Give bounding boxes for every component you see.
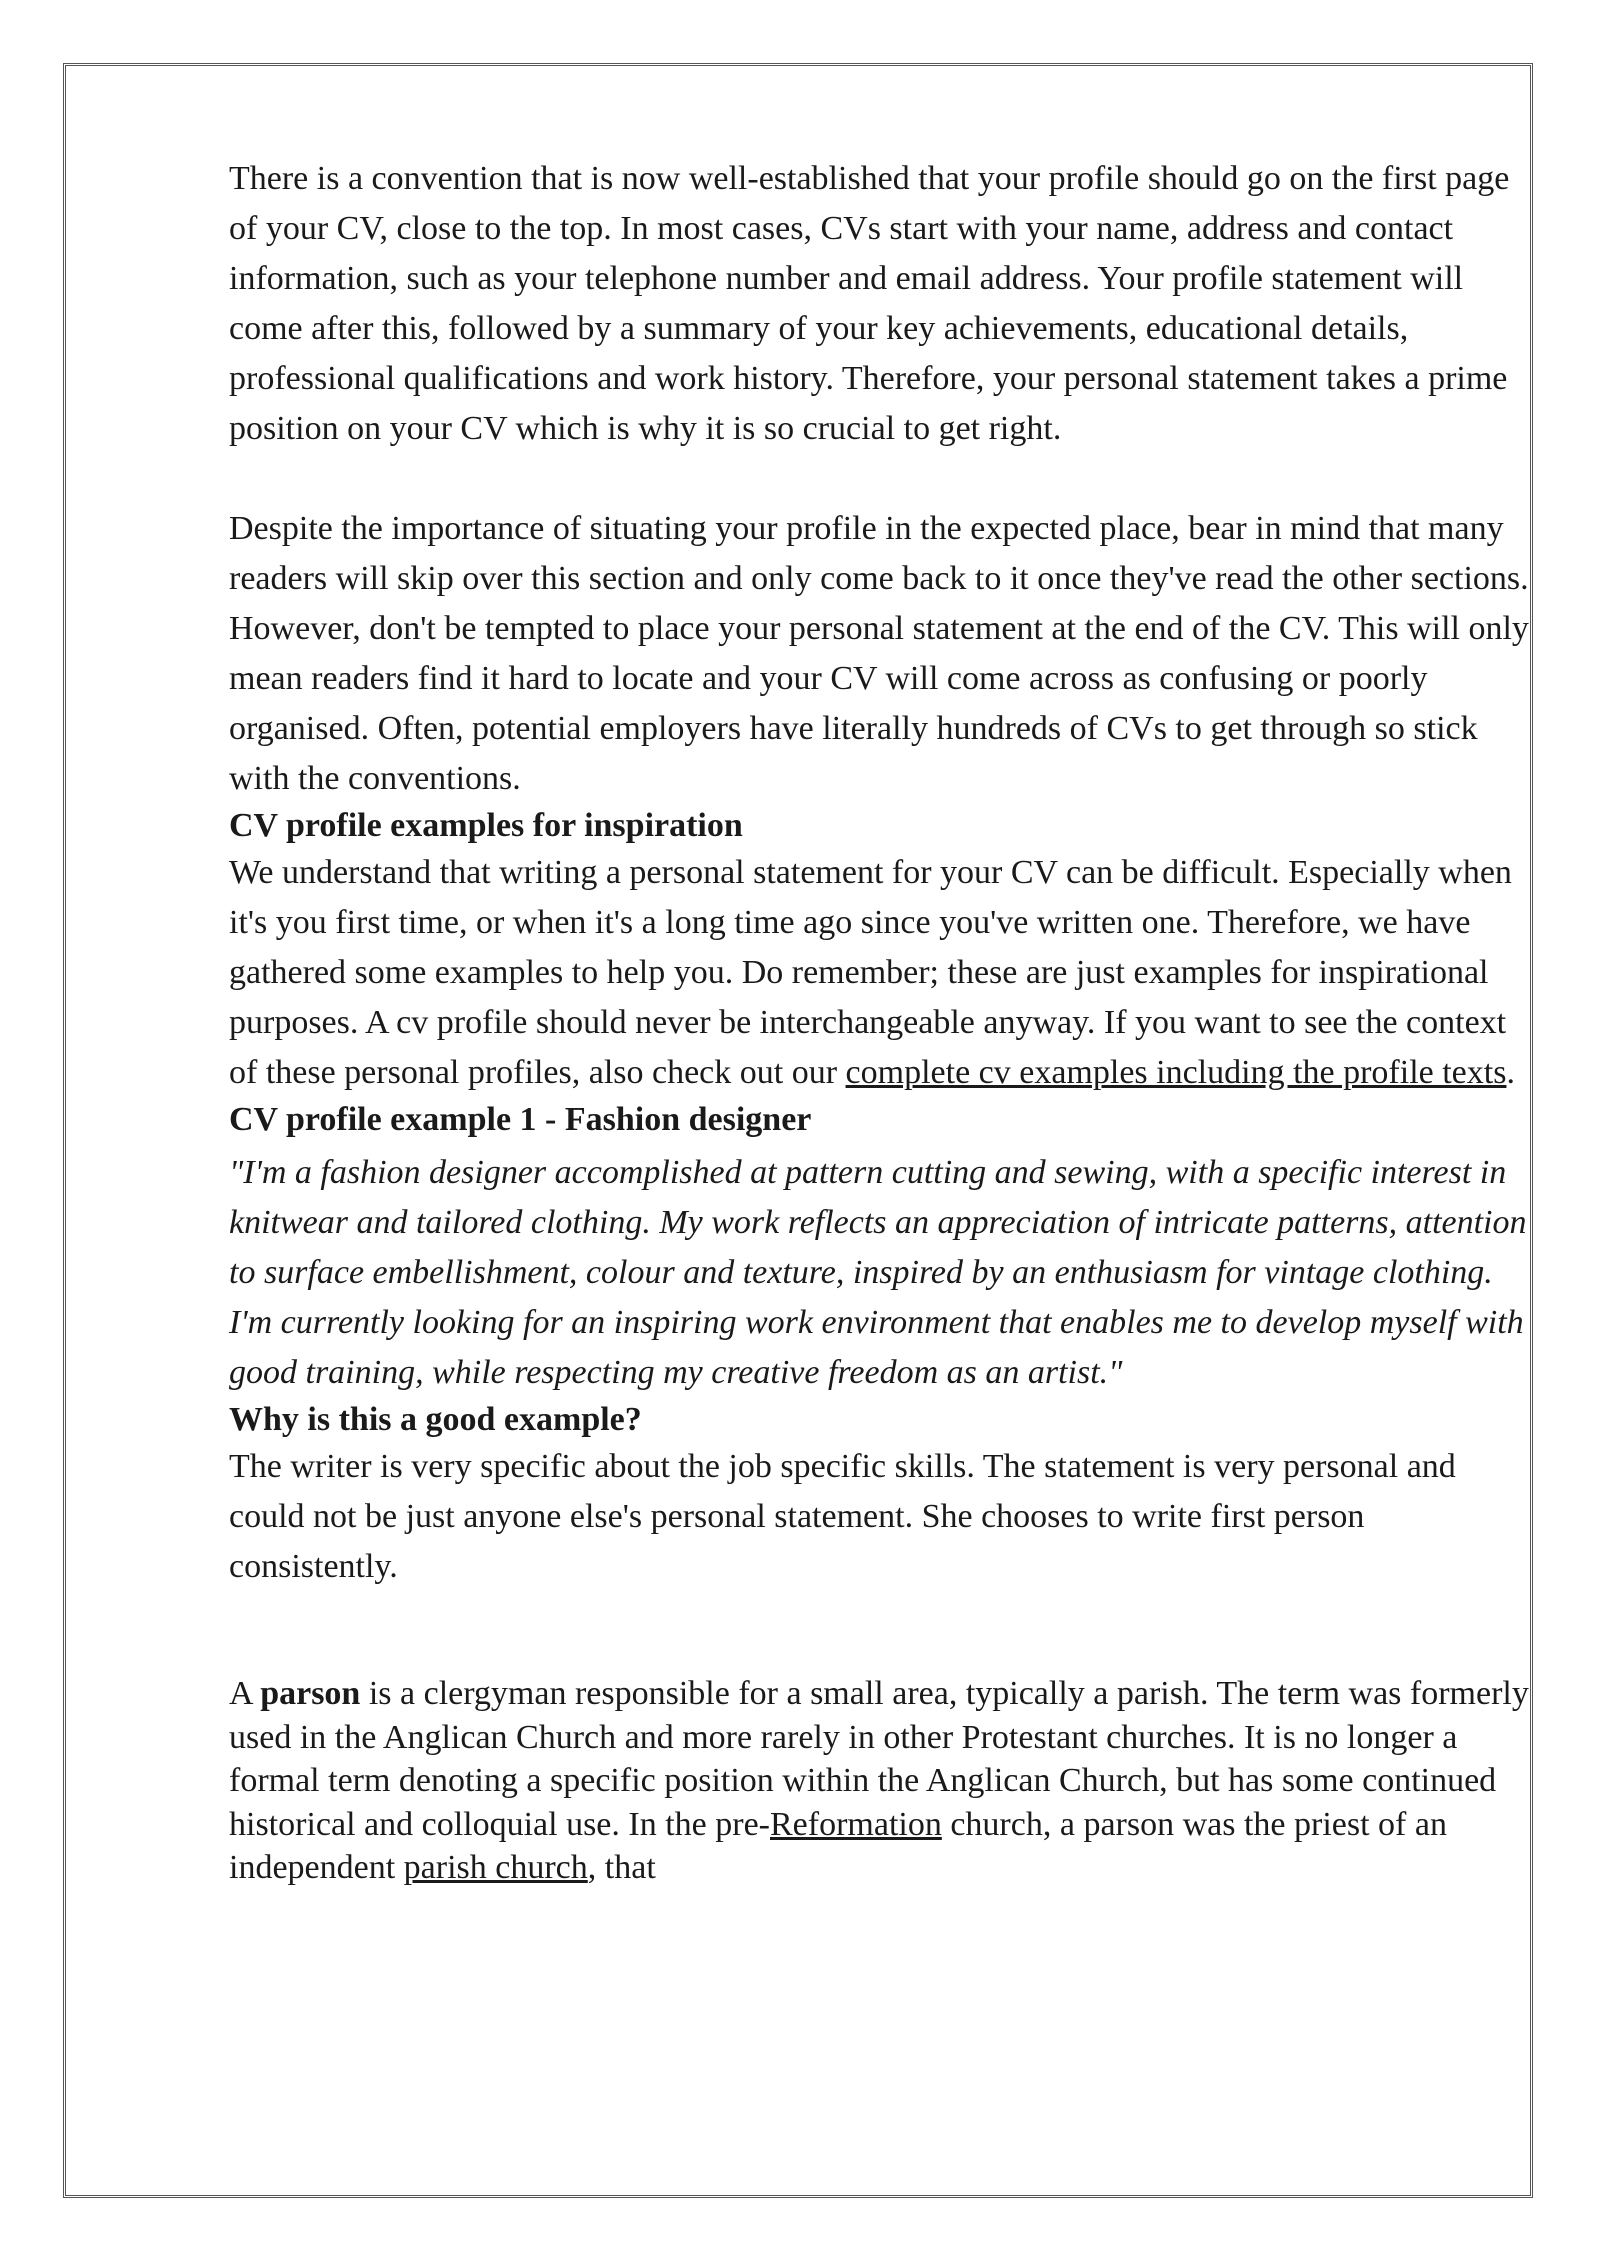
examples-heading: CV profile examples for inspiration [229,807,743,844]
examples-paragraph [229,848,1539,1098]
examples-text: We understand that writing a personal statement for your CV can be difficult. Especially when it's you first time, or when it's a long time ago since you've written one. Therefore, we have gathered some examples to help you. Do remember; these are just examples for inspirational purposes. A cv profile should never be interchangeable anyway. If you want to see the context of these personal profiles, also check out our [229,854,1512,1091]
examples-text-end: . [1506,1054,1515,1091]
why-heading: Why is this a good example? [229,1401,642,1438]
parson-prefix: A [229,1675,261,1712]
parson-term: parson [260,1675,361,1712]
parson-paragraph [229,1672,1539,1890]
parish-church-link[interactable]: parish church [403,1849,588,1886]
parson-text-2: church, a parson was the priest of an independent [229,1805,1447,1886]
parson-text-1: is a clergyman responsible for a small area, typically a parish. The term was formerly used in the Anglican Church and more rarely in other Protestant churches. It is no longer a formal term denoting a specific position within the Anglican Church, but has some continued historical and colloquial use. In the pre- [229,1675,1529,1843]
intro-paragraph-1: There is a convention that is now well-established that your profile should go on the first page of your CV, close to the top. In most cases, CVs start with your name, address and contact information, such as your telephone number and email address. Your profile statement will come after this, followed by a summary of your key achievements, educational details, professional qualifications and work history. Therefore, your personal statement takes a prime position on your CV which is why it is so crucial to get right. [229,160,1510,447]
example1-quote: "I'm a fashion designer accomplished at pattern cutting and sewing, with a specific interest in knitwear and tailored clothing. My work reflects an appreciation of intricate patterns, attention to surface embellishment, colour and texture, inspired by an enthusiasm for vintage clothing. I'm currently looking for an inspiring work environment that enables me to develop myself with good training, while respecting my creative freedom as an artist." [229,1154,1527,1391]
why-paragraph: The writer is very specific about the job specific skills. The statement is very personal and could not be just anyone else's personal statement. She chooses to write first person consistently. [229,1448,1456,1585]
intro-paragraph-2: Despite the importance of situating your profile in the expected place, bear in mind that many readers will skip over this section and only come back to it once they've read the other sections. However, don't be tempted to place your personal statement at the end of the CV. This will only mean readers find it hard to locate and your CV will come across as confusing or poorly organised. Often, potential employers have literally hundreds of CVs to get through so stick with the conventions. [229,510,1529,797]
example1-heading: CV profile example 1 - Fashion designer [229,1101,812,1138]
reformation-link[interactable]: Reformation [770,1805,942,1843]
parson-text-3: , that [587,1849,656,1886]
complete-cv-examples-link[interactable]: complete cv examples including the profile texts [845,1054,1507,1091]
document-body [229,154,1539,1890]
